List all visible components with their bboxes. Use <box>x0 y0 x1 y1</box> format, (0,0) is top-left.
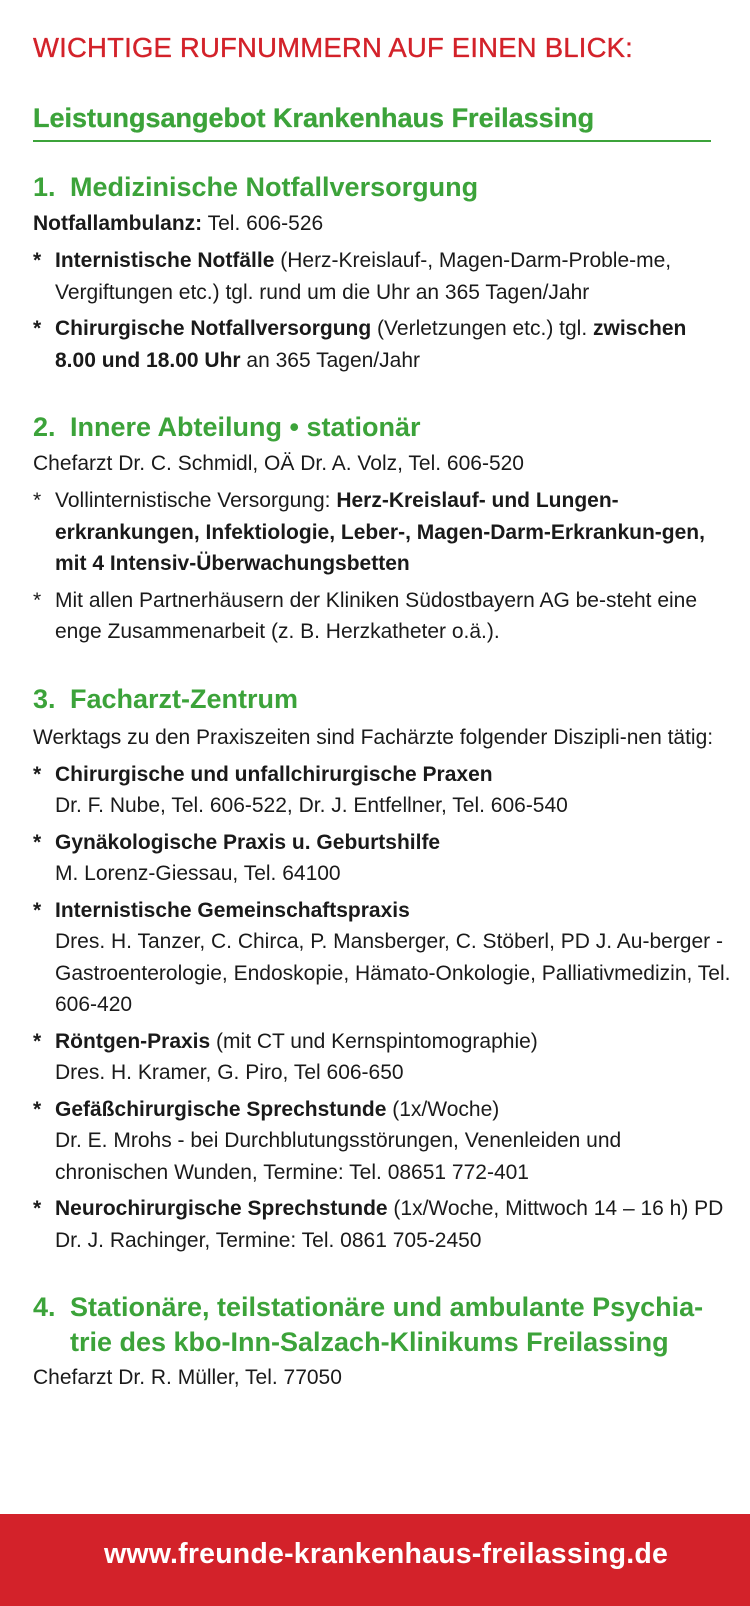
section-title: Stationäre, teilstationäre und ambulante Psychia-trie des kbo-Inn-Salzach-Klinikums Freilassing <box>70 1292 704 1357</box>
bullet: * <box>33 588 42 612</box>
list-item <box>33 485 733 580</box>
divider <box>33 140 711 142</box>
bullet: * <box>33 898 42 922</box>
bullet: * <box>33 762 42 786</box>
item-text: Mit allen Partnerhäusern der Kliniken Südostbayern AG be-steht eine enge Zusammenarbeit (z. B. Herzkatheter o.ä.). <box>55 588 698 643</box>
list-item <box>33 827 733 890</box>
section-heading <box>33 682 733 717</box>
item-detail: Dres. H. Tanzer, C. Chirca, P. Mansberger, C. Stöberl, PD J. Au-berger - Gastroenterologie, Endoskopie, Hämato-Onkologie, Palliativmedizin, Tel. 606-420 <box>55 930 731 1016</box>
item-detail: Dres. H. Kramer, G. Piro, Tel 606-650 <box>55 1061 404 1084</box>
item-text-2: an 365 Tagen/Jahr <box>240 348 421 372</box>
section-title: Innere Abteilung • stationär <box>70 412 421 442</box>
item-text: Vollinternistische Versorgung: <box>55 489 337 512</box>
section-heading <box>33 1290 733 1360</box>
item-text: (Herz-Kreislauf-, Magen-Darm-Proble-me, Vergiftungen etc.) tgl. rund um die Uhr an 365 Tagen/Jahr <box>55 249 672 304</box>
bullet: * <box>33 1097 42 1121</box>
section-number: 4. <box>33 1292 56 1322</box>
item-title: Gynäkologische Praxis u. Geburtshilfe <box>55 830 441 854</box>
section-psychiatrie <box>33 1290 733 1394</box>
section-intro: Werktags zu den Praxiszeiten sind Fachärzte folgender Diszipli-nen tätig: <box>33 725 714 749</box>
item-title: Herz-Kreislauf- und Lungen-erkrankungen, Infektiologie, Leber-, Magen-Darm-Erkrankun-gen, mit 4 Intensiv-Überwachungsbetten <box>55 489 705 575</box>
item-text: (Verletzungen etc.) tgl. <box>371 317 594 340</box>
item-title: Gefäßchirurgische Sprechstunde <box>55 1097 387 1121</box>
bullet: * <box>33 830 42 854</box>
list-item <box>33 1026 733 1089</box>
section-notfallversorgung <box>33 170 733 376</box>
item-title: Röntgen-Praxis <box>55 1029 211 1053</box>
item-title: Internistische Notfälle <box>55 249 275 272</box>
bullet: * <box>33 249 42 272</box>
list-item <box>33 1193 733 1256</box>
section-number: 1. <box>33 172 56 202</box>
item-title: Neurochirurgische Sprechstunde <box>55 1197 388 1220</box>
section-number: 2. <box>33 412 56 442</box>
footer-bar <box>0 1514 750 1606</box>
item-list <box>33 245 733 376</box>
section-number: 3. <box>33 683 56 714</box>
section-innere-abteilung <box>33 410 733 648</box>
item-title: Chirurgische Notfallversorgung <box>55 317 372 340</box>
item-list <box>33 759 733 1257</box>
section-intro: Chefarzt Dr. C. Schmidl, OÄ Dr. A. Volz, Tel. 606-520 <box>33 452 524 475</box>
item-title: Internistische Gemeinschaftspraxis <box>55 898 410 922</box>
item-text: (mit CT und Kernspintomographie) <box>210 1029 538 1053</box>
section-heading <box>33 170 733 205</box>
bullet: * <box>33 489 42 512</box>
main-title: WICHTIGE RUFNUMMERN AUF EINEN BLICK: <box>33 32 634 63</box>
list-item <box>33 245 733 308</box>
item-list <box>33 485 733 648</box>
subtitle: Leistungsangebot Krankenhaus Freilassing <box>33 103 595 133</box>
section-title: Facharzt-Zentrum <box>70 683 299 714</box>
item-text: (1x/Woche, Mittwoch 14 – 16 h) PD Dr. J. Rachinger, Termine: Tel. 0861 705-2450 <box>55 1197 724 1252</box>
section-heading <box>33 410 733 445</box>
flyer-page <box>33 30 733 1394</box>
item-title: Chirurgische und unfallchirurgische Praxen <box>55 762 493 786</box>
bullet: * <box>33 1197 42 1220</box>
section-facharzt-zentrum <box>33 682 733 1257</box>
item-detail: Dr. E. Mrohs - bei Durchblutungsstörungen, Venenleiden und chronischen Wunden, Termine: Tel. 08651 772-401 <box>55 1129 622 1184</box>
intro-label: Notfallambulanz: <box>33 212 203 235</box>
section-intro <box>33 208 733 240</box>
item-hours: zwischen 8.00 und 18.00 Uhr <box>55 317 687 372</box>
section-intro: Chefarzt Dr. R. Müller, Tel. 77050 <box>33 1366 342 1389</box>
website-link[interactable]: www.freunde-krankenhaus-freilassing.de <box>104 1538 669 1570</box>
list-item <box>33 1094 733 1189</box>
list-item <box>33 313 733 376</box>
list-item <box>33 759 733 822</box>
item-detail: Dr. F. Nube, Tel. 606-522, Dr. J. Entfellner, Tel. 606-540 <box>55 794 568 817</box>
item-detail: M. Lorenz-Giessau, Tel. 64100 <box>55 862 341 885</box>
section-title: Medizinische Notfallversorgung <box>70 172 479 202</box>
item-text: (1x/Woche) <box>386 1097 500 1121</box>
list-item <box>33 895 733 1021</box>
intro-text: Tel. 606-526 <box>202 212 324 235</box>
bullet: * <box>33 317 42 340</box>
bullet: * <box>33 1029 42 1053</box>
list-item <box>33 585 733 648</box>
